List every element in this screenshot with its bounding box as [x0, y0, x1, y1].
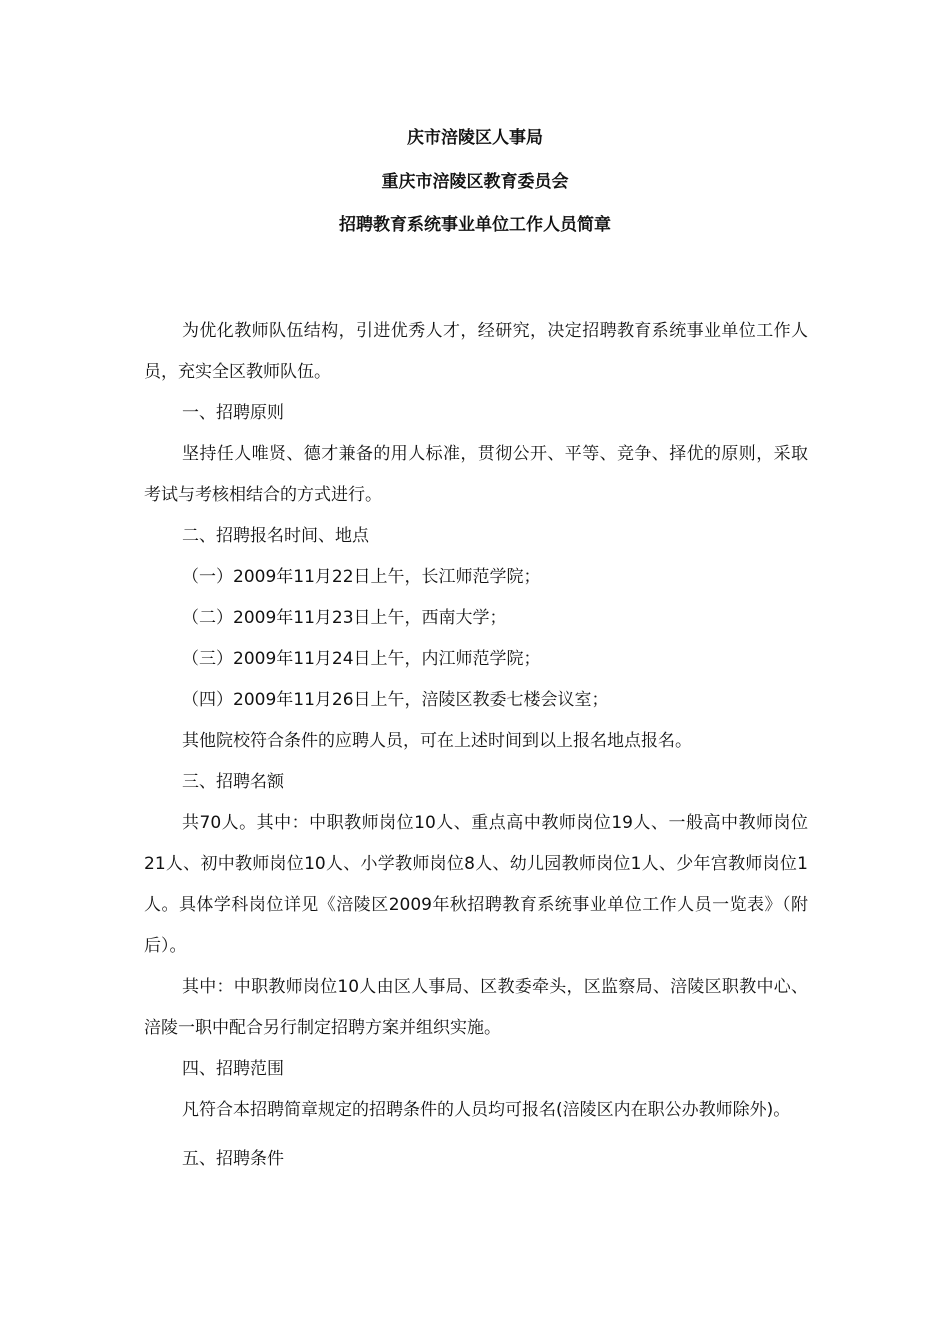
- registration-item-4: （四）2009年11月26日上午，涪陵区教委七楼会议室；: [182, 690, 609, 710]
- registration-note: 其他院校符合条件的应聘人员，可在上述时间到以上报名地点报名。: [182, 731, 692, 751]
- registration-item-2: （二）2009年11月23日上午，西南大学；: [182, 608, 507, 628]
- document-title: 招聘教育系统事业单位工作人员简章: [339, 215, 611, 235]
- issuer-title-personnel-bureau: 庆市涪陵区人事局: [407, 128, 543, 148]
- registration-item-1: （一）2009年11月22日上午，长江师范学院；: [182, 567, 541, 587]
- section-heading-scope: 四、招聘范围: [182, 1059, 284, 1079]
- scope-paragraph: 凡符合本招聘简章规定的招聘条件的人员均可报名(涪陵区内在职公办教师除外)。: [182, 1100, 791, 1120]
- principles-paragraph: 坚持任人唯贤、德才兼备的用人标准，贯彻公开、平等、竞争、择优的原则，采取考试与考核相结合的方式进行。: [144, 444, 808, 505]
- section-heading-conditions: 五、招聘条件: [182, 1149, 284, 1169]
- quota-paragraph: 共70人。其中：中职教师岗位10人、重点高中教师岗位19人、一般高中教师岗位21人、初中教师岗位10人、小学教师岗位8人、幼儿园教师岗位1人、少年宫教师岗位1人。具体学科岗位详见《涪陵区2009年秋招聘教育系统事业单位工作人员一览表》（附后）。: [144, 813, 808, 956]
- section-heading-principles: 一、招聘原则: [182, 403, 284, 423]
- issuer-title-education-committee: 重庆市涪陵区教育委员会: [381, 172, 569, 192]
- section-heading-quota: 三、招聘名额: [182, 772, 284, 792]
- document-body: [144, 311, 808, 1180]
- section-heading-registration: 二、招聘报名时间、地点: [182, 526, 369, 546]
- intro-paragraph: 为优化教师队伍结构，引进优秀人才，经研究，决定招聘教育系统事业单位工作人员，充实全区教师队伍。: [144, 321, 808, 382]
- registration-item-3: （三）2009年11月24日上午，内江师范学院；: [182, 649, 541, 669]
- quota-note-paragraph: 其中：中职教师岗位10人由区人事局、区教委牵头，区监察局、涪陵区职教中心、涪陵一职中配合另行制定招聘方案并组织实施。: [144, 977, 808, 1038]
